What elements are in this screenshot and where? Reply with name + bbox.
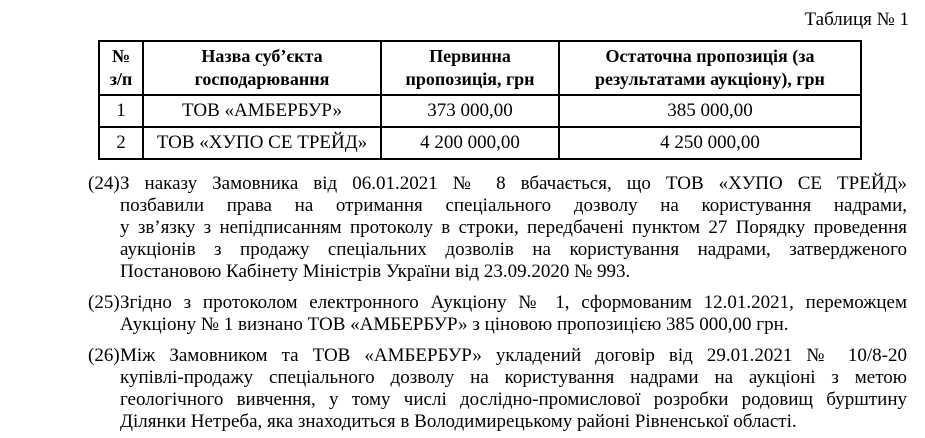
text-line: Ділянки Нетреба, яка знаходиться в Володимирецькому районі Рівненської області.: [120, 411, 797, 432]
text-line: у зв’язку з непідписанням протоколу в строки, передбачені пунктом 27 Порядку проведення: [120, 217, 907, 238]
paragraph-item-24: [88, 173, 925, 283]
column-header-initial-offer: Первинна пропозиція, грн: [381, 41, 559, 95]
table-row: [99, 127, 861, 159]
final-offer-cell: 385 000,00: [559, 95, 861, 127]
paragraph-marker: (25): [88, 292, 120, 313]
text-line: позбавили права на отримання спеціального дозволу на користування надрами,: [120, 195, 907, 216]
column-header-company-name: Назва суб’єкта господарювання: [143, 41, 381, 95]
column-header-row-number: № з/п: [99, 41, 143, 95]
row-number-cell: 1: [99, 95, 143, 127]
final-offer-cell: 4 250 000,00: [559, 127, 861, 159]
paragraph-text: [120, 292, 907, 336]
paragraph-item-25: [88, 292, 925, 336]
text-line: Між Замовником та ТОВ «АМБЕРБУР» укладений договір від 29.01.2021 № 10/8-20: [120, 345, 907, 366]
company-name-cell: ТОВ «ХУПО СЕ ТРЕЙД»: [143, 127, 381, 159]
text-line: аукціонів з продажу спеціальних дозволів на користування надрами, затвердженого: [120, 239, 907, 260]
company-name-cell: ТОВ «АМБЕРБУР»: [143, 95, 381, 127]
auction-offers-table: [98, 40, 862, 160]
initial-offer-cell: 373 000,00: [381, 95, 559, 127]
text-line: купівлі-продажу спеціального дозволу на користування надрами на аукціоні з метою: [120, 367, 907, 388]
column-header-final-offer: Остаточна пропозиція (за результатами аукціону), грн: [559, 41, 861, 95]
page-title: Таблиця № 1: [804, 9, 909, 30]
table-row: [99, 95, 861, 127]
paragraph-item-26: [88, 345, 925, 433]
table-header-row: [99, 41, 861, 95]
paragraph-text: [120, 173, 907, 283]
paragraph-text: [120, 345, 907, 433]
text-line: геологічного вивчення, у тому числі дослідно-промислової розробки родовищ бурштину: [120, 389, 907, 410]
paragraph-marker: (26): [88, 345, 120, 366]
initial-offer-cell: 4 200 000,00: [381, 127, 559, 159]
row-number-cell: 2: [99, 127, 143, 159]
text-line: Аукціону № 1 визнано ТОВ «АМБЕРБУР» з ціновою пропозицією 385 000,00 грн.: [120, 314, 789, 335]
paragraph-marker: (24): [88, 173, 120, 194]
text-line: З наказу Замовника від 06.01.2021 № 8 вбачається, що ТОВ «ХУПО СЕ ТРЕЙД»: [120, 173, 907, 194]
numbered-paragraphs: [0, 173, 925, 433]
text-line: Постановою Кабінету Міністрів України від 23.09.2020 № 993.: [120, 261, 631, 282]
text-line: Згідно з протоколом електронного Аукціону № 1, сформованим 12.01.2021, переможцем: [120, 292, 907, 313]
